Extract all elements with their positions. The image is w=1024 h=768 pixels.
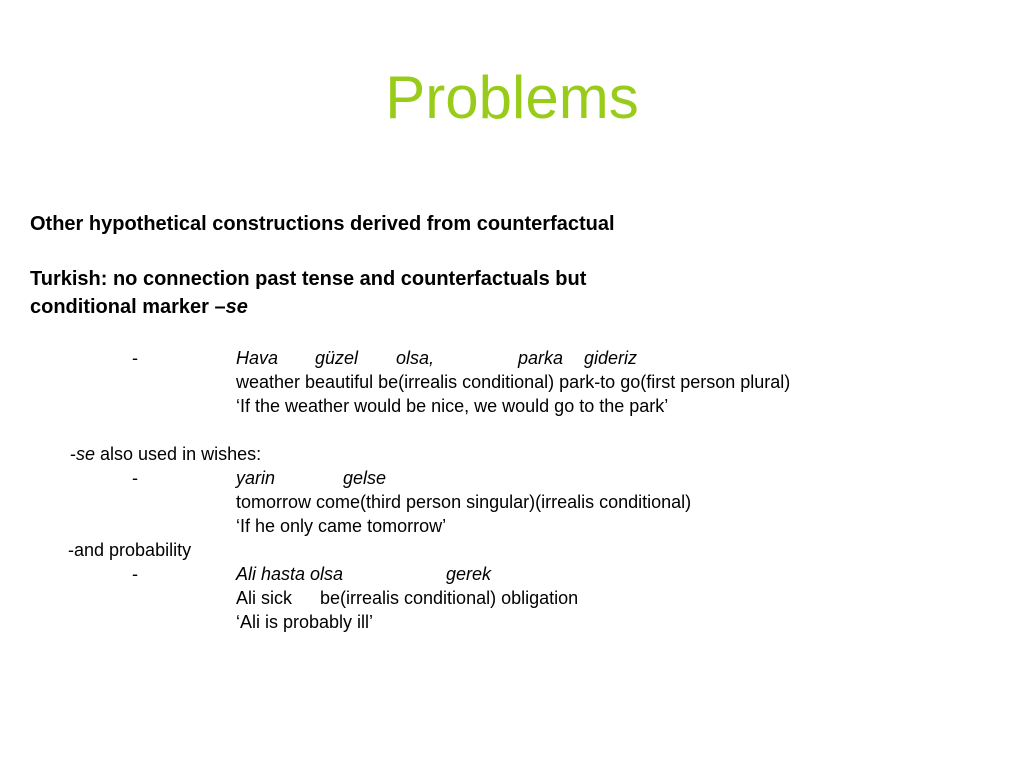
example2-word: yarin [236, 468, 276, 488]
example2-word: gelse [343, 468, 387, 488]
heading-turkish-line1: Turkish: no connection past tense and counterfactuals but [30, 268, 587, 290]
example2-bullet: - [132, 468, 138, 488]
example1-gloss: weather beautiful be(irrealis conditional) park-to go(first person plural) [236, 372, 791, 392]
example1-word: olsa, [396, 348, 435, 368]
example1-bullet: - [132, 348, 138, 368]
example1-word: gideriz [584, 348, 638, 368]
example1-word: güzel [315, 348, 359, 368]
example3-gloss: be(irrealis conditional) obligation [320, 588, 579, 608]
wishes-intro-prefix: - [70, 444, 76, 464]
wishes-intro-rest: also used in wishes: [95, 444, 262, 464]
example2-translation: ‘If he only came tomorrow’ [236, 516, 447, 536]
slide-title: Problems [385, 64, 639, 131]
example3-translation: ‘Ali is probably ill’ [236, 612, 374, 632]
example3-word: Ali hasta olsa [236, 564, 344, 584]
example3-word: gerek [446, 564, 492, 584]
example1-translation: ‘If the weather would be nice, we would go to the park’ [236, 396, 669, 416]
example1-word: Hava [236, 348, 279, 368]
example1-word: parka [518, 348, 564, 368]
example3-gloss-word: Ali sick [236, 588, 293, 608]
wishes-intro [70, 442, 261, 466]
probability-intro: -and probability [68, 540, 192, 560]
example2-gloss: tomorrow come(third person singular)(irrealis conditional) [236, 492, 692, 512]
heading-turkish-line2 [30, 293, 248, 321]
wishes-intro-se: se [76, 444, 96, 464]
example3-bullet: - [132, 564, 138, 584]
heading-hypothetical: Other hypothetical constructions derived from counterfactual [30, 213, 615, 235]
heading-turkish-line2-text: conditional marker – [30, 296, 226, 318]
se-marker: se [225, 296, 248, 318]
